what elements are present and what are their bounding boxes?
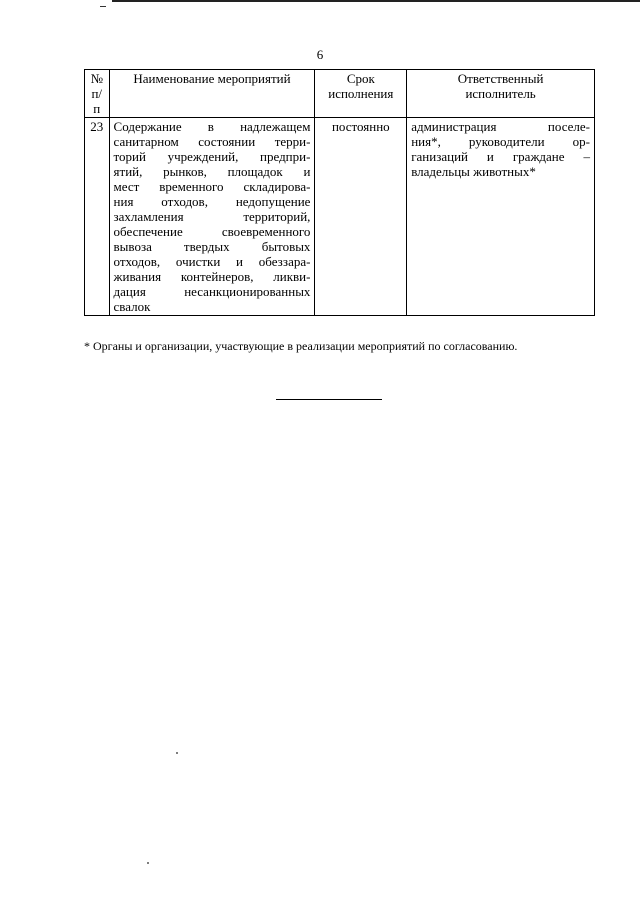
header-term: [315, 70, 407, 118]
measure-name-line: Содержание в надлежащем: [113, 119, 311, 134]
end-of-document-rule: [276, 399, 382, 400]
table-row: [85, 118, 595, 316]
measure-name-line: ния отходов, недопущение: [113, 194, 311, 209]
top-border-line: [112, 0, 640, 2]
term-cell: постоянно: [315, 118, 407, 316]
measure-name-line: захламления территорий,: [113, 209, 311, 224]
measure-name-line: ятий, рынков, площадок и: [113, 164, 311, 179]
measure-name-line: живания контейнеров, ликви-: [113, 269, 311, 284]
header-responsible-line-2: исполнитель: [465, 86, 536, 101]
measure-name-line: свалок: [113, 299, 151, 314]
measure-name-line: вывоза твердых бытовых: [113, 239, 311, 254]
measure-name: [109, 118, 315, 316]
header-term-line-1: Срок: [346, 71, 375, 86]
responsible-line: владельцы животных*: [411, 164, 536, 179]
header-num-line-1: №: [90, 71, 103, 86]
responsible-cell: [407, 118, 595, 316]
header-num-line-2: п/п: [91, 86, 103, 116]
header-name: Наименование мероприятий: [109, 70, 315, 118]
header-responsible: [407, 70, 595, 118]
measure-name-line: санитарном состоянии терри-: [113, 134, 311, 149]
measure-name-line: дация несанкционированных: [113, 284, 311, 299]
header-num: [85, 70, 110, 118]
measure-name-line: отходов, очистки и обеззара-: [113, 254, 311, 269]
scan-speck: [176, 752, 178, 754]
measure-name-line: обеспечение своевременного: [113, 224, 311, 239]
measure-name-line: торий учреждений, предпри-: [113, 149, 311, 164]
footnote: * Органы и организации, участвующие в реализации мероприятий по согласованию.: [84, 339, 518, 353]
row-number: 23: [85, 118, 110, 316]
responsible-line: ганизаций и граждане –: [411, 149, 590, 164]
responsible-line: ния*, руководители ор-: [411, 134, 590, 149]
header-responsible-line-1: Ответственный: [457, 71, 544, 86]
scan-speck: [147, 862, 149, 864]
responsible-line: администрация поселе-: [411, 119, 590, 134]
header-term-line-2: исполнения: [328, 86, 394, 101]
measures-table: [84, 69, 595, 316]
measure-name-line: мест временного складирова-: [113, 179, 311, 194]
scan-mark: [100, 6, 106, 7]
table-header-row: [85, 70, 595, 118]
page-number: 6: [316, 47, 324, 62]
